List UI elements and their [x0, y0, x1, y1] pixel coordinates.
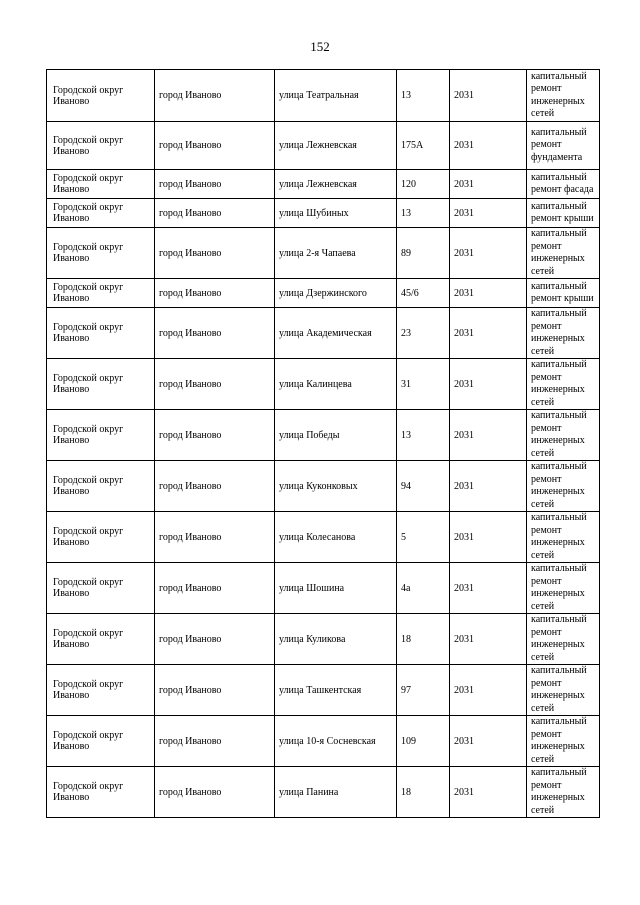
- year-cell: 2031: [450, 563, 527, 614]
- work-type-cell: капитальный ремонт крыши: [527, 199, 600, 228]
- district-cell: Городской округ Иваново: [47, 279, 155, 308]
- street-cell: улица Куконковых: [275, 461, 397, 512]
- city-cell: город Иваново: [155, 665, 275, 716]
- house-number-cell: 89: [397, 228, 450, 279]
- district-cell: Городской округ Иваново: [47, 767, 155, 818]
- city-cell: город Иваново: [155, 170, 275, 199]
- table-row: [47, 410, 600, 461]
- district-cell: Городской округ Иваново: [47, 461, 155, 512]
- table-row: [47, 614, 600, 665]
- street-cell: улица Лежневская: [275, 170, 397, 199]
- district-cell: Городской округ Иваново: [47, 665, 155, 716]
- house-number-cell: 5: [397, 512, 450, 563]
- street-cell: улица Академическая: [275, 308, 397, 359]
- house-number-cell: 13: [397, 199, 450, 228]
- street-cell: улица Куликова: [275, 614, 397, 665]
- city-cell: город Иваново: [155, 308, 275, 359]
- house-number-cell: 18: [397, 614, 450, 665]
- city-cell: город Иваново: [155, 767, 275, 818]
- street-cell: улица Шубиных: [275, 199, 397, 228]
- city-cell: город Иваново: [155, 614, 275, 665]
- year-cell: 2031: [450, 308, 527, 359]
- district-cell: Городской округ Иваново: [47, 359, 155, 410]
- house-number-cell: 4а: [397, 563, 450, 614]
- work-type-cell: капитальный ремонт инженерных сетей: [527, 359, 600, 410]
- table-row: [47, 767, 600, 818]
- work-type-cell: капитальный ремонт инженерных сетей: [527, 461, 600, 512]
- year-cell: 2031: [450, 199, 527, 228]
- work-type-cell: капитальный ремонт инженерных сетей: [527, 70, 600, 122]
- year-cell: 2031: [450, 716, 527, 767]
- table-row: [47, 665, 600, 716]
- district-cell: Городской округ Иваново: [47, 199, 155, 228]
- house-number-cell: 31: [397, 359, 450, 410]
- year-cell: 2031: [450, 461, 527, 512]
- city-cell: город Иваново: [155, 716, 275, 767]
- year-cell: 2031: [450, 767, 527, 818]
- street-cell: улица Панина: [275, 767, 397, 818]
- work-type-cell: капитальный ремонт инженерных сетей: [527, 228, 600, 279]
- city-cell: город Иваново: [155, 279, 275, 308]
- work-type-cell: капитальный ремонт инженерных сетей: [527, 512, 600, 563]
- house-number-cell: 175А: [397, 122, 450, 170]
- table-row: [47, 199, 600, 228]
- house-number-cell: 45/6: [397, 279, 450, 308]
- street-cell: улица Победы: [275, 410, 397, 461]
- street-cell: улица 2-я Чапаева: [275, 228, 397, 279]
- city-cell: город Иваново: [155, 70, 275, 122]
- work-type-cell: капитальный ремонт инженерных сетей: [527, 665, 600, 716]
- city-cell: город Иваново: [155, 228, 275, 279]
- street-cell: улица Шошина: [275, 563, 397, 614]
- table-row: [47, 512, 600, 563]
- city-cell: город Иваново: [155, 461, 275, 512]
- city-cell: город Иваново: [155, 122, 275, 170]
- city-cell: город Иваново: [155, 199, 275, 228]
- district-cell: Городской округ Иваново: [47, 410, 155, 461]
- table-row: [47, 170, 600, 199]
- city-cell: город Иваново: [155, 563, 275, 614]
- house-number-cell: 120: [397, 170, 450, 199]
- page-number: 152: [310, 39, 330, 54]
- table-row: [47, 70, 600, 122]
- year-cell: 2031: [450, 70, 527, 122]
- house-number-cell: 109: [397, 716, 450, 767]
- house-number-cell: 18: [397, 767, 450, 818]
- district-cell: Городской округ Иваново: [47, 512, 155, 563]
- street-cell: улица Дзержинского: [275, 279, 397, 308]
- work-type-cell: капитальный ремонт инженерных сетей: [527, 410, 600, 461]
- house-number-cell: 94: [397, 461, 450, 512]
- street-cell: улица 10-я Сосневская: [275, 716, 397, 767]
- table-row: [47, 122, 600, 170]
- house-number-cell: 97: [397, 665, 450, 716]
- work-type-cell: капитальный ремонт фундамента: [527, 122, 600, 170]
- district-cell: Городской округ Иваново: [47, 70, 155, 122]
- table-body: [47, 70, 600, 818]
- housing-repair-table: [46, 69, 600, 818]
- table-row: [47, 461, 600, 512]
- year-cell: 2031: [450, 665, 527, 716]
- work-type-cell: капитальный ремонт инженерных сетей: [527, 614, 600, 665]
- district-cell: Городской округ Иваново: [47, 228, 155, 279]
- street-cell: улица Ташкентская: [275, 665, 397, 716]
- street-cell: улица Колесанова: [275, 512, 397, 563]
- district-cell: Городской округ Иваново: [47, 716, 155, 767]
- city-cell: город Иваново: [155, 410, 275, 461]
- street-cell: улица Лежневская: [275, 122, 397, 170]
- district-cell: Городской округ Иваново: [47, 308, 155, 359]
- city-cell: город Иваново: [155, 359, 275, 410]
- house-number-cell: 23: [397, 308, 450, 359]
- district-cell: Городской округ Иваново: [47, 563, 155, 614]
- year-cell: 2031: [450, 228, 527, 279]
- table-row: [47, 563, 600, 614]
- district-cell: Городской округ Иваново: [47, 170, 155, 199]
- district-cell: Городской округ Иваново: [47, 122, 155, 170]
- year-cell: 2031: [450, 410, 527, 461]
- year-cell: 2031: [450, 279, 527, 308]
- table-row: [47, 279, 600, 308]
- table-row: [47, 228, 600, 279]
- street-cell: улица Калинцева: [275, 359, 397, 410]
- table-row: [47, 308, 600, 359]
- house-number-cell: 13: [397, 70, 450, 122]
- work-type-cell: капитальный ремонт инженерных сетей: [527, 767, 600, 818]
- street-cell: улица Театральная: [275, 70, 397, 122]
- table-row: [47, 716, 600, 767]
- house-number-cell: 13: [397, 410, 450, 461]
- work-type-cell: капитальный ремонт инженерных сетей: [527, 716, 600, 767]
- year-cell: 2031: [450, 614, 527, 665]
- year-cell: 2031: [450, 170, 527, 199]
- work-type-cell: капитальный ремонт инженерных сетей: [527, 308, 600, 359]
- work-type-cell: капитальный ремонт фасада: [527, 170, 600, 199]
- work-type-cell: капитальный ремонт крыши: [527, 279, 600, 308]
- table-row: [47, 359, 600, 410]
- city-cell: город Иваново: [155, 512, 275, 563]
- work-type-cell: капитальный ремонт инженерных сетей: [527, 563, 600, 614]
- year-cell: 2031: [450, 359, 527, 410]
- year-cell: 2031: [450, 512, 527, 563]
- district-cell: Городской округ Иваново: [47, 614, 155, 665]
- year-cell: 2031: [450, 122, 527, 170]
